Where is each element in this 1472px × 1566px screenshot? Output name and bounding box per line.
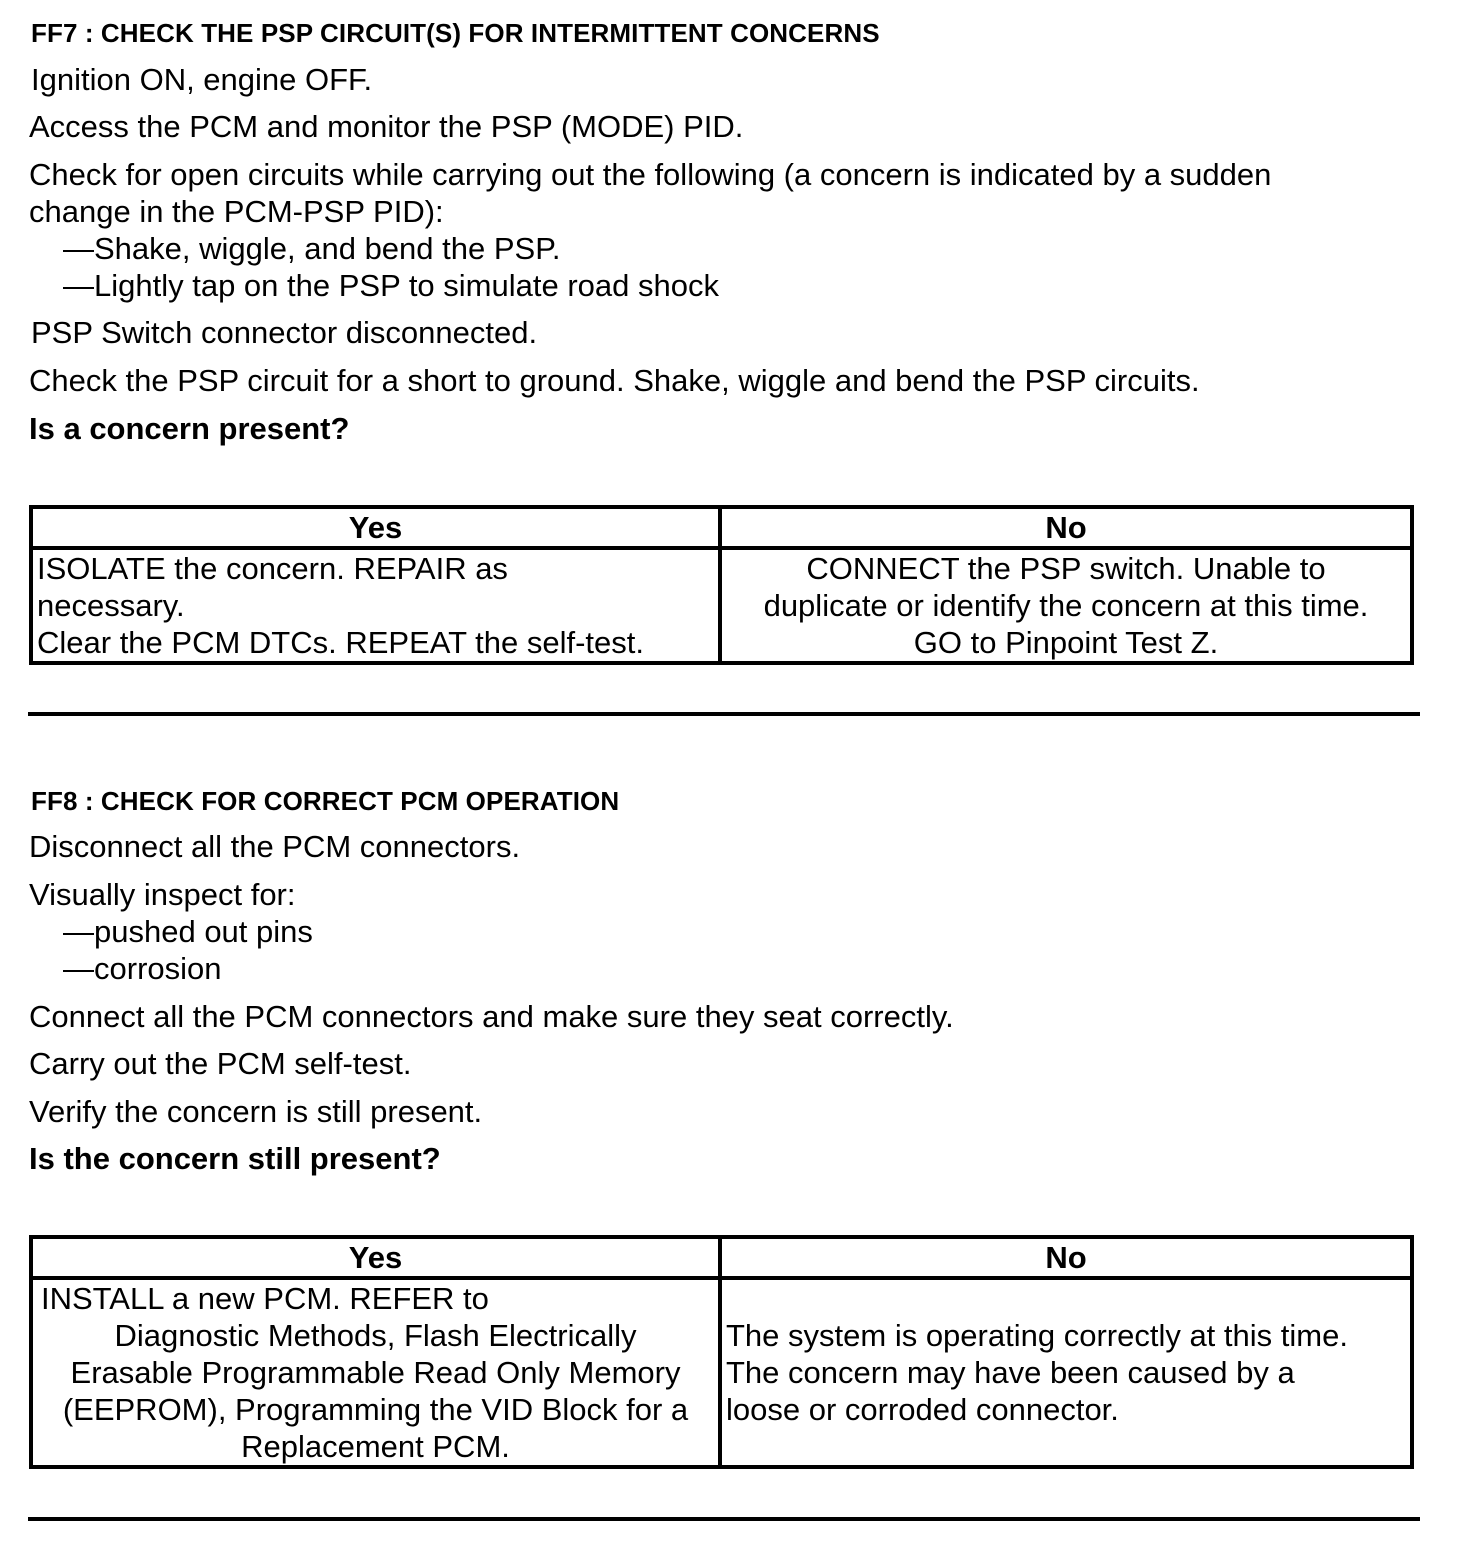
ff7-substep-tap: —Lightly tap on the PSP to simulate road shock [63,268,719,303]
section-divider [28,712,1420,716]
ff7-yes-header: Yes [31,507,720,548]
ff7-step-ignition: Ignition ON, engine OFF. [31,62,373,97]
ff8-step-connect: Connect all the PCM connectors and make sure they seat correctly. [29,999,954,1034]
ff7-yes-line: Clear the PCM DTCs. REPEAT the self-test. [37,625,644,660]
ff8-no-line: The concern may have been caused by a [726,1355,1295,1390]
ff8-substep-pins: —pushed out pins [63,914,313,949]
ff7-no-header: No [720,507,1412,548]
ff7-yes-no-table [29,505,1414,665]
ff7-yes-line: necessary. [37,588,185,623]
ff8-yes-no-table [29,1235,1414,1469]
ff8-yes-line: INSTALL a new PCM. REFER to [41,1281,489,1316]
ff7-heading: FF7 : CHECK THE PSP CIRCUIT(S) FOR INTERMITTENT CONCERNS [31,18,880,48]
ff8-question: Is the concern still present? [29,1141,441,1176]
ff7-step-access-pcm: Access the PCM and monitor the PSP (MODE) PID. [29,109,744,144]
ff8-step-disconnect: Disconnect all the PCM connectors. [29,829,521,864]
ff8-yes-line: Erasable Programmable Read Only Memory [70,1355,681,1390]
ff8-step-verify: Verify the concern is still present. [29,1094,483,1129]
ff8-no-cell [720,1278,1412,1467]
ff7-no-line: GO to Pinpoint Test Z. [913,625,1219,660]
ff7-step-check-short: Check the PSP circuit for a short to ground. Shake, wiggle and bend the PSP circuits. [29,363,1200,398]
ff7-yes-line: ISOLATE the concern. REPAIR as [37,551,508,586]
ff8-substep-corrosion: —corrosion [63,951,222,986]
ff8-no-line: loose or corroded connector. [726,1392,1119,1427]
ff7-question: Is a concern present? [29,411,350,446]
ff8-no-header: No [720,1237,1412,1278]
ff8-yes-header: Yes [31,1237,720,1278]
ff7-yes-cell [31,548,720,663]
ff7-no-line: CONNECT the PSP switch. Unable to [806,551,1326,586]
ff8-yes-line: Diagnostic Methods, Flash Electrically [114,1318,637,1353]
ff7-substep-shake: —Shake, wiggle, and bend the PSP. [63,231,561,266]
section-divider [28,1517,1420,1521]
ff7-no-cell [720,548,1412,663]
ff8-step-inspect: Visually inspect for: [29,877,296,912]
ff8-heading: FF8 : CHECK FOR CORRECT PCM OPERATION [31,786,620,816]
ff8-step-self-test: Carry out the PCM self-test. [29,1046,412,1081]
ff8-yes-line: (EEPROM), Programming the VID Block for a [62,1392,689,1427]
ff7-step-disconnect: PSP Switch connector disconnected. [31,315,538,350]
ff8-yes-line: Replacement PCM. [241,1429,510,1464]
ff7-step-check-open: Check for open circuits while carrying out the following (a concern is indicated by a sudden [29,157,1272,192]
ff7-no-line: duplicate or identify the concern at this time. [763,588,1369,623]
ff8-no-line: The system is operating correctly at this time. [726,1318,1348,1353]
ff8-yes-cell [31,1278,720,1467]
ff7-step-check-open-cont: change in the PCM-PSP PID): [29,194,444,229]
